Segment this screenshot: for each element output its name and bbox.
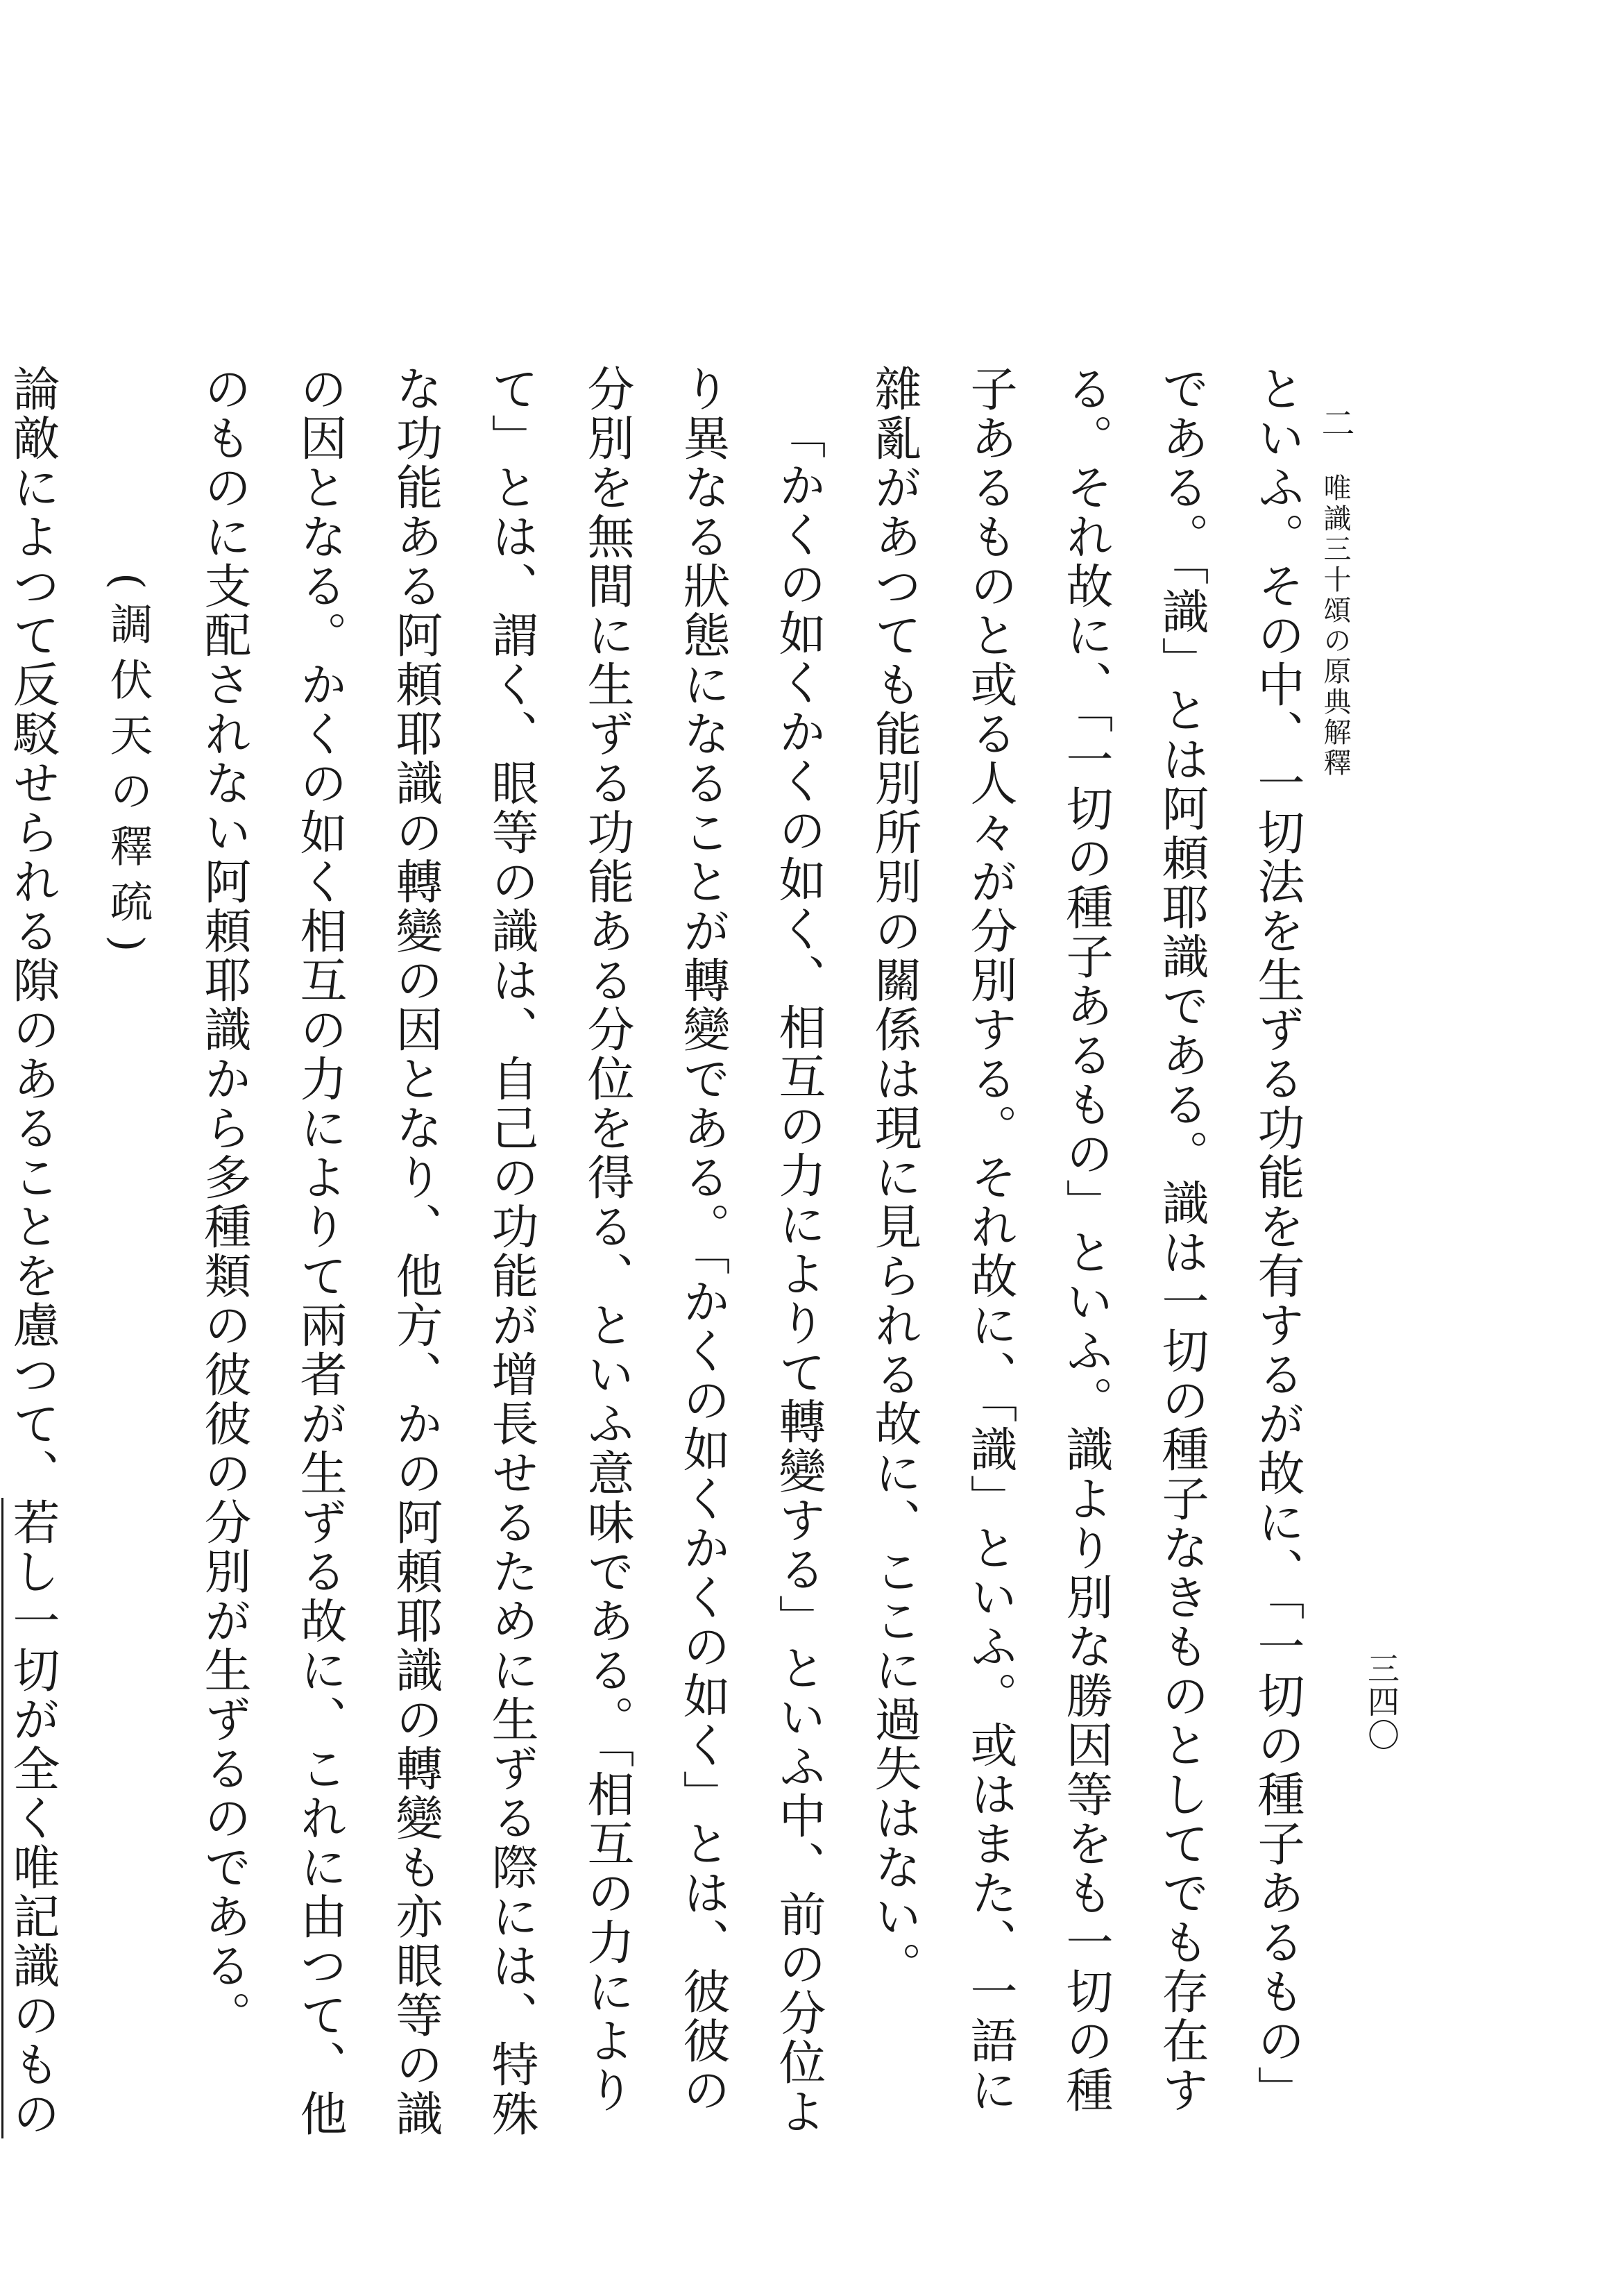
commentary-underlined-quote: 若し一切が全く唯記識のもの — [0, 364, 60, 2138]
body-text — [0, 364, 1325, 2141]
section-heading: (調伏天の釋疏) — [103, 573, 153, 965]
commentary-paragraph — [0, 364, 80, 2141]
paragraph-2: 「かくの如くかくの如く、相互の力によりて轉變する」といふ中、前の分位より異なる狀態になることが轉變である。「かくの如くかくの如く」とは、彼彼の分別を無間に生ずる功能ある分位を得る、といふ意味である。「相互の力によりて」とは、謂く、眼等の識は、自己の功能が增長せるために生ずる際には、特殊な功能ある阿頼耶識の轉變の因となり、他方、かの阿頼耶識の轉變も亦眼等の識の因となる。かくの如く相互の力によりて兩者が生ずる故に、これに由つて、他のものに支配されない阿頼耶識から多種類の彼彼の分別が生ずるのである。 — [196, 364, 826, 2138]
chapter-number: 二 — [1316, 406, 1354, 442]
page-number: 三四〇 — [1363, 1652, 1400, 1752]
commentary-text-start: 論敵によつて反駁せられる隙のあることを慮つて、 — [5, 364, 60, 1498]
paragraph-1: といふ。その中、一切法を生ずる功能を有するが故に、「一切の種子あるもの」である。「識」とは阿頼耶識である。識は一切の種子なきものとしてでも存在する。それ故に、「一切の種子あるもの」といふ。識より別な勝因等をも一切の種子あるものと或る人々が分別する。それ故に、「識」といふ。或はまた、一語に雜亂があつても能別所別の關係は現に見られる故に、ここに過失はない。 — [867, 364, 1305, 2115]
chapter-title: 唯識三十頌の原典解釋 — [1319, 473, 1351, 779]
